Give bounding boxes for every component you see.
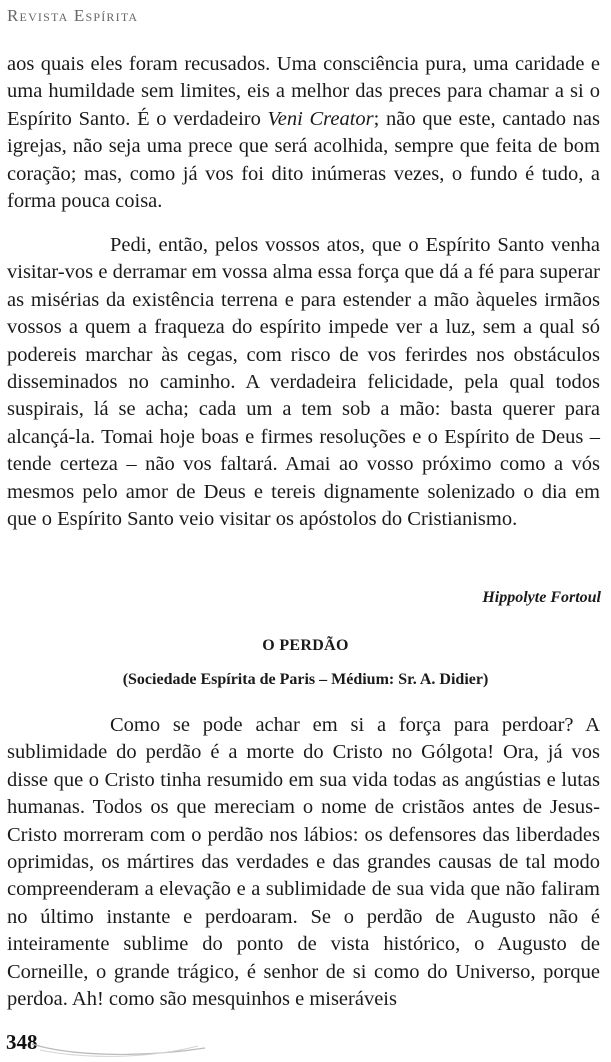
section-title: O PERDÃO bbox=[262, 637, 349, 654]
decorative-swoosh bbox=[30, 1030, 210, 1060]
paragraph-2: Pedi, então, pelos vossos atos, que o Espírito Santo venha visitar-vos e derramar em vossa alma essa força que dá a fé para superar as misérias da existência terrena e para estender a mão àqueles irmãos vossos a quem a fraqueza do espírito impede ver a luz, sem a qual só podereis marchar às cegas, com risco de vos ferirdes nos obstáculos disseminados no caminho. A verdadeira felicidade, pela qual todos suspirais, lá se acha; cada um a tem sob a mão: basta querer para alcançá-la. Tomai hoje boas e firmes resoluções e o Espírito de Deus – tende certeza – não vos faltará. Amai ao vosso próximo como a vós mesmos pelo amor de Deus e tereis dignamente solenizado o dia em que o Espírito Santo veio visitar os apóstolos do Cristianismo. bbox=[7, 234, 600, 531]
paragraph-3: Como se pode achar em si a força para perdoar? A sublimidade do perdão é a morte do Cristo no Gólgota! Ora, já vos disse que o Cristo tinha resumido em sua vida todas as angústias e lutas humanas. Todos os que mereciam o nome de cristãos antes de Jesus-Cristo morreram com o perdão nos lábios: os defensores das liberdades oprimidas, os mártires das verdades e das grandes causas de tal modo compreenderam a elevação e a sublimidade de sua vida que não faliram no último instante e perdoaram. Se o perdão de Augusto não é inteiramente sublime do ponto de vista histórico, o Augusto de Corneille, o grande trágico, é senhor de si como do Universo, porque perdoa. Ah! como são mesquinhos e miseráveis bbox=[7, 714, 600, 1011]
author-signature: Hippolyte Fortoul bbox=[482, 589, 601, 606]
page-number: 348 bbox=[6, 1030, 38, 1054]
paragraph-1-text-a: aos quais eles foram recusados. Uma consciência pura, uma caridade e uma humildade sem limites, eis a melhor das preces para chamar a si o Espírito Santo. É o verdadeiro bbox=[7, 53, 600, 130]
running-header: Revista Espírita bbox=[7, 6, 139, 25]
paragraph-1-emphasis: Veni Creator bbox=[267, 107, 374, 130]
section-subtitle: (Sociedade Espírita de Paris – Médium: Sr. A. Didier) bbox=[122, 671, 489, 688]
paragraph-1 bbox=[7, 51, 600, 215]
paragraph-1-text-b: ; não que este, cantado nas igrejas, não seja uma prece que será acolhida, sempre que feita de bom coração; mas, como já vos foi dito inúmeras vezes, o fundo é tudo, a forma pouca coisa. bbox=[7, 107, 600, 213]
